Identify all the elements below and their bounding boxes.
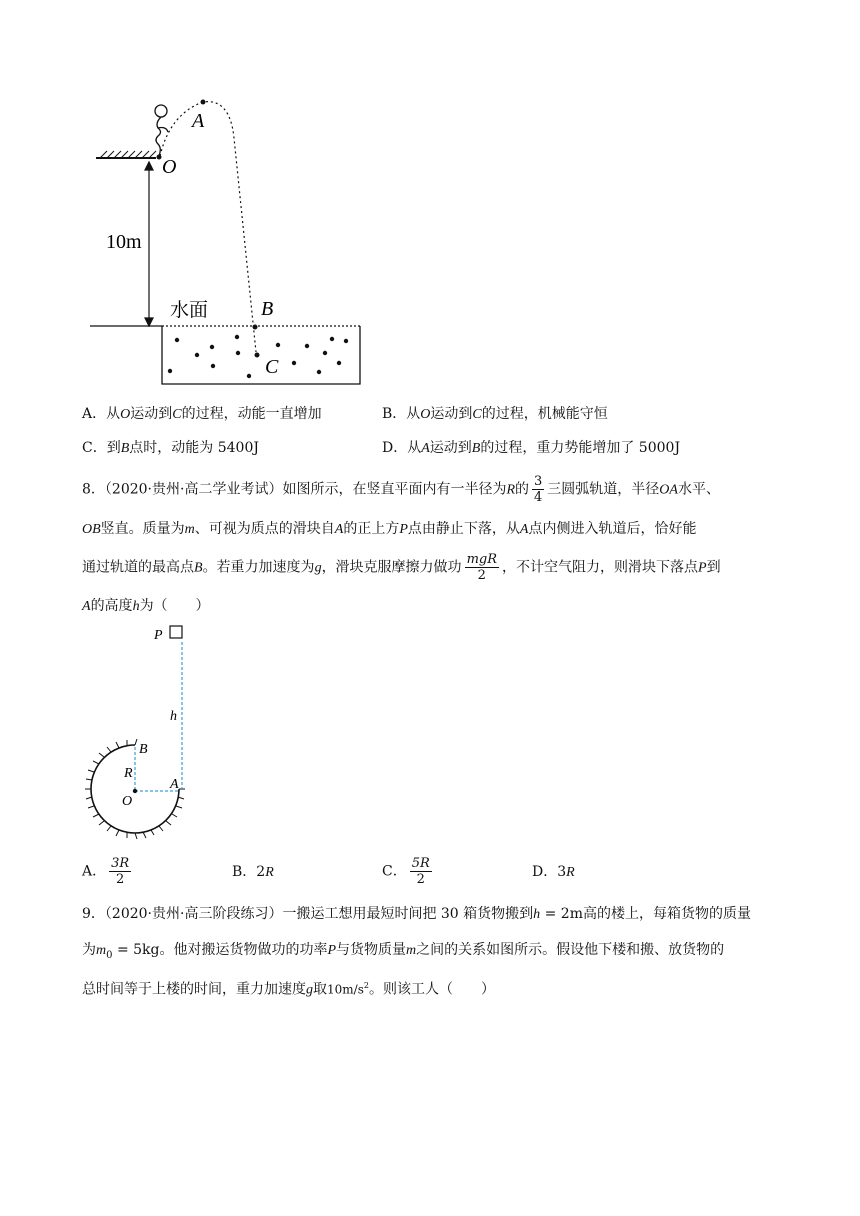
- label-o: O: [162, 156, 177, 178]
- work-fraction: $\frac{\text{mgR}}{2}$: [466, 552, 497, 583]
- q8-line-4: A的高度h为（ ）: [82, 598, 210, 614]
- slider-block: [170, 626, 182, 638]
- point-o: [157, 155, 162, 160]
- label-p: P: [154, 628, 163, 643]
- diver-person-icon: [155, 105, 168, 156]
- q7-option-c[interactable]: C．到B点时，动能为 5400J: [82, 440, 259, 456]
- three-quarters-fraction: $\frac{3}{4}$: [534, 474, 543, 505]
- q8-line-1: 8．（2020·贵州·高二学业考试）如图所示，在竖直平面内有一半径为R的 $\frac{3}{4}$ 三圆弧轨道，半径OA水平、: [82, 474, 720, 505]
- circular-track-figure: [82, 622, 222, 842]
- diving-figure: [82, 90, 382, 390]
- q8-option-c[interactable]: C． $\frac{5R}{2}$: [382, 856, 430, 887]
- q8-source: （2020·贵州·高二学业考试）: [104, 481, 283, 498]
- label-h: h: [170, 709, 177, 724]
- q9-line-1: 9．（2020·贵州·高三阶段练习）一搬运工想用最短时间把 30 箱货物搬到h = 2m高的楼上，每箱货物的质量: [82, 906, 751, 922]
- water-label: 水面: [170, 299, 209, 321]
- q8-option-a[interactable]: A． $\frac{3R}{2}$: [82, 856, 130, 887]
- q7-option-a[interactable]: A．从O运动到C的过程，动能一直增加: [82, 406, 322, 422]
- q8-line-2: OB竖直。质量为m、可视为质点的滑块自A的正上方P点由静止下落，从A点内侧进入轨道后，恰好能: [82, 521, 697, 537]
- label-o2: O: [122, 794, 133, 809]
- label-b2: B: [139, 742, 148, 757]
- center-o: [133, 789, 137, 793]
- height-arrow: [145, 162, 153, 326]
- q8-line-3: 通过轨道的最高点B。若重力加速度为g，滑块克服摩擦力做功 $\frac{\text{mgR}}{2}$ ，不计空气阻力，则滑块下落点P到: [82, 552, 721, 583]
- q7-option-b[interactable]: B．从O运动到C的过程，机械能守恒: [382, 406, 608, 422]
- point-b: [253, 325, 258, 330]
- pool-walls: [162, 326, 360, 384]
- label-c: C: [265, 356, 279, 378]
- label-b: B: [261, 298, 274, 320]
- q9-source: （2020·贵州·高三阶段练习）: [104, 906, 283, 922]
- point-c: [255, 353, 260, 358]
- q9-line-2: 为$m_0 = 5kg$。他对搬运货物做功的功率P与货物质量m之间的关系如图所示。假设他下楼和搬、放货物的: [82, 942, 725, 961]
- point-a: [201, 100, 206, 105]
- q8-option-d[interactable]: D．3R: [532, 864, 575, 880]
- label-a2: A: [170, 777, 179, 792]
- height-label: 10m: [106, 231, 142, 253]
- label-r: R: [124, 766, 133, 781]
- q9-line-3: 总时间等于上楼的时间，重力加速度g取$10m/s^2$。则该工人（ ）: [82, 981, 495, 998]
- label-a: A: [192, 110, 205, 132]
- q7-option-d[interactable]: D．从A运动到B的过程，重力势能增加了 5000J: [382, 440, 681, 456]
- platform-ground: [96, 151, 156, 158]
- q8-option-b[interactable]: B．2R: [232, 864, 274, 880]
